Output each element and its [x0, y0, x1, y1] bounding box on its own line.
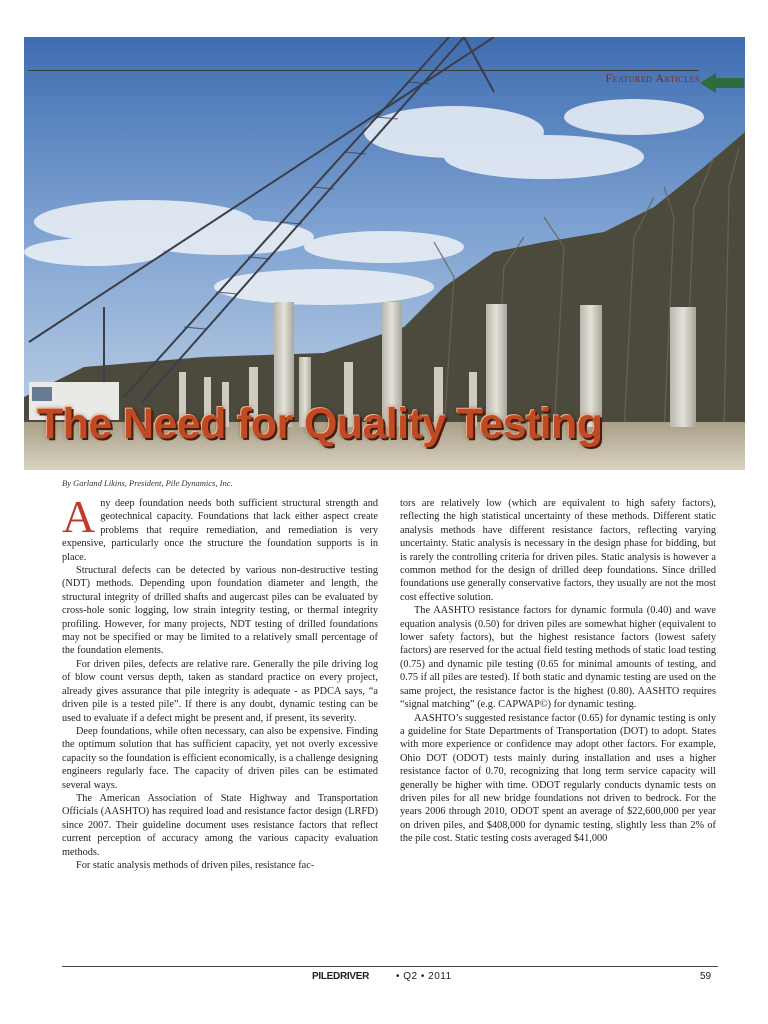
article-headline: The Need for Quality Testing: [37, 400, 603, 448]
article-paragraph: The American Association of State Highway and Transportation Officials (AASHTO) has required load and resistance factor design (LRFD) since 2007. Their guideline document uses resistance factors that reflect current perception of accuracy among the various capacity evaluation methods.: [62, 792, 378, 858]
article-paragraph: tors are relatively low (which are equivalent to high safety factors), reflecting the high statistical uncertainty of these methods. Different static analysis methods have different resistance factors, reflecting varying uncertainty. Static analysis is necessary in the design phase for bidding, but is rarely the controlling criteria for driven piles. Static analysis is however a common method for the design of drilled deep foundations. Since drilled foundations use generally conservative factors, they usually are not the most cost effective solution.: [400, 498, 716, 603]
article-paragraph: For static analysis methods of driven piles, resistance fac-: [76, 859, 315, 871]
article-paragraph: For driven piles, defects are relative rare. Generally the pile driving log of blow count versus depth, taken as standard practice on every project, already gives assurance that pile integrity is adequate - as PDCA says, “a driven pile is a tested pile”. If there is any doubt, dynamic testing can be used to evaluate if a defect might be present and, if present, its severity.: [62, 658, 378, 724]
article-column-right: [400, 497, 716, 846]
article-paragraph: Deep foundations, while often necessary, can also be expensive. Finding the optimum solution that has sufficient capacity, yet not overly excessive capacity so the foundation is efficient economically, is a challenge designing engineers regularly face. The capacity of driven piles can be estimated several ways.: [62, 725, 378, 791]
article-column-left: [62, 491, 378, 872]
magazine-name: PILEDRIVER: [312, 971, 370, 982]
footer-rule: [62, 966, 718, 967]
page-number: 59: [700, 971, 712, 982]
section-rule: [28, 70, 698, 71]
byline: By Garland Likins, President, Pile Dynamics, Inc.: [62, 478, 233, 488]
left-arrow-icon: [700, 73, 744, 93]
issue-info: • Q2 • 2011: [396, 971, 452, 982]
drop-cap: A: [62, 491, 96, 542]
section-label: Featured Articles: [605, 71, 700, 85]
article-paragraph: The AASHTO resistance factors for dynamic formula (0.40) and wave equation analysis (0.50) for driven piles are somewhat higher (equivalent to lower safety factors), but the highest resistance factors (lowest safety factors) are reserved for the actual field testing methods of static load testing (0.75) and dynamic pile testing (0.65 for minimal amounts of testing, and 0.75 if all piles are tested). If both static and dynamic testing are used on the same project, the resistance factor is the highest (0.80). AASHTO requires “signal matching” (e.g. CAPWAP©) for dynamic testing.: [400, 605, 716, 711]
article-paragraph: AASHTO’s suggested resistance factor (0.65) for dynamic testing is only a guideline for State Departments of Transportation (DOT) to adopt. States with more experience or confidence may adopt other factors. For example, Ohio DOT (ODOT) tests mainly during installation and uses a higher resistance factor of 0.70, recognizing that long term service capacity will generally be higher with time. ODOT regularly conducts dynamic tests on driven piles for all new bridge foundations not driven to bedrock. For the years 2006 through 2010, ODOT spent an average of $22,600,000 per year on driven piles, and $408,000 for dynamic testing, slightly less than 2% of the pile cost. Static testing costs averaged $41,000: [400, 712, 716, 845]
article-paragraph: Any deep foundation needs both sufficient structural strength and geotechnical capacity. Foundations that lack either aspect create problems that require remediation, and remediation is very expensive, particularly once the structure the foundation supports is in place.: [62, 491, 378, 563]
article-paragraph: Structural defects can be detected by various non-destructive testing (NDT) methods. Depending upon foundation diameter and length, the structural integrity of drilled shafts and augercast piles can be evaluated by cross-hole sonic logging, low strain integrity testing, or thermal integrity profiling. However, for many projects, NDT testing of drilled foundations may not be specified or may be limited to a relatively small percentage of the foundation elements.: [62, 565, 378, 657]
